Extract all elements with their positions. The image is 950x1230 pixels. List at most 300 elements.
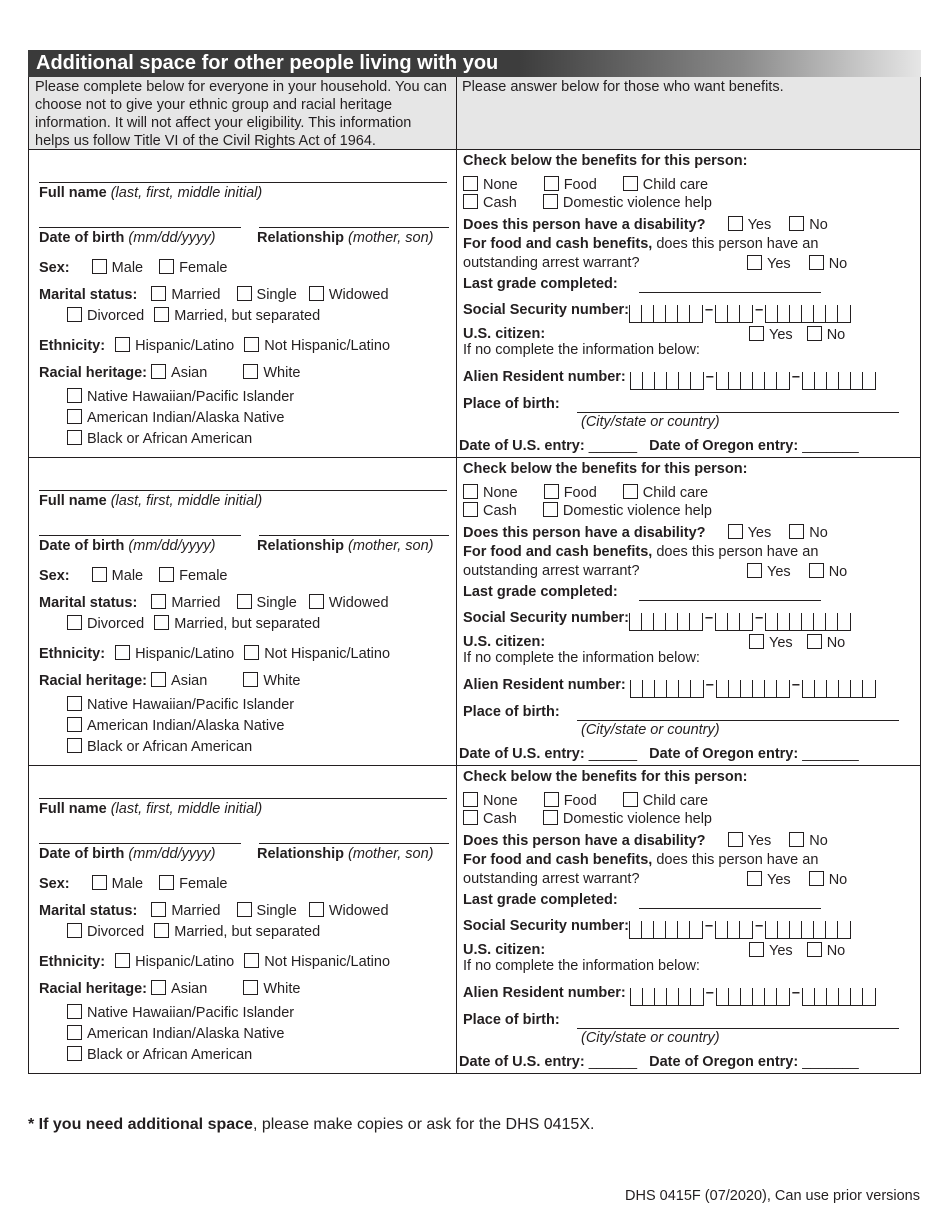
single-checkbox[interactable]	[237, 286, 252, 301]
alien-label: Alien Resident number:	[463, 985, 626, 1001]
child-care-label: Child care	[642, 485, 709, 501]
dv-help-label: Domestic violence help	[562, 195, 712, 211]
warrant-question	[463, 236, 818, 252]
warrant-yes-checkbox[interactable]	[747, 255, 762, 270]
footnote-text: , please make copies or ask for the DHS 0415X.	[252, 1116, 595, 1133]
white-checkbox[interactable]	[243, 980, 258, 995]
warrant-row	[463, 871, 640, 887]
alien-part-2[interactable]	[716, 372, 790, 390]
dob-text: Date of birth	[39, 230, 125, 246]
warrant-yes-label: Yes	[767, 256, 791, 272]
us-entry-label: Date of U.S. entry:	[459, 1054, 585, 1070]
hawaiian-label: Native Hawaiian/Pacific Islander	[87, 697, 295, 713]
not-hispanic-checkbox[interactable]	[244, 337, 259, 352]
ssn-part-1[interactable]	[629, 921, 703, 939]
city-hint: (City/state or country)	[581, 414, 720, 430]
warrant-no-checkbox[interactable]	[809, 871, 824, 886]
sex-row	[39, 875, 228, 892]
single-label: Single	[256, 287, 297, 303]
female-checkbox[interactable]	[159, 567, 174, 582]
white-label: White	[263, 673, 301, 689]
dob-label	[39, 538, 215, 554]
black-row	[67, 738, 252, 755]
full-name-label	[39, 493, 262, 509]
city-hint: (City/state or country)	[581, 722, 720, 738]
cash-checkbox[interactable]	[463, 502, 478, 517]
warrant-answers	[747, 871, 847, 888]
not-hispanic-label: Not Hispanic/Latino	[264, 954, 391, 970]
american-indian-checkbox[interactable]	[67, 1025, 82, 1040]
alien-row: Alien Resident number: – –	[463, 369, 876, 390]
citizen-no-checkbox[interactable]	[807, 326, 822, 341]
male-label: Male	[111, 568, 144, 584]
child-care-checkbox[interactable]	[623, 176, 638, 191]
disability-label: Does this person have a disability?	[463, 525, 706, 541]
asian-label: Asian	[171, 365, 208, 381]
ethnicity-row	[39, 645, 390, 662]
racial-row	[39, 672, 300, 689]
ssn-label: Social Security number:	[463, 302, 629, 318]
single-checkbox[interactable]	[237, 902, 252, 917]
racial-row	[39, 364, 300, 381]
alien-part-3[interactable]	[802, 988, 876, 1006]
footnote	[28, 1116, 594, 1134]
disability-row	[463, 832, 828, 849]
citizen-no-label: No	[826, 327, 846, 343]
household-form	[28, 50, 921, 1074]
american-indian-row	[67, 1025, 284, 1042]
ssn-part-2[interactable]	[715, 613, 753, 631]
widowed-checkbox[interactable]	[309, 594, 324, 609]
full-name-field[interactable]	[39, 798, 447, 799]
warrant-line2: outstanding arrest warrant?	[463, 255, 640, 271]
benefits-row-1	[463, 176, 708, 193]
cash-checkbox[interactable]	[463, 810, 478, 825]
disability-yes-label: Yes	[747, 833, 772, 849]
food-checkbox[interactable]	[544, 484, 559, 499]
married-checkbox[interactable]	[151, 286, 166, 301]
relationship-field[interactable]	[259, 535, 449, 536]
ethnicity-label: Ethnicity:	[39, 954, 106, 970]
male-checkbox[interactable]	[92, 259, 107, 274]
alien-label: Alien Resident number:	[463, 677, 626, 693]
asian-label: Asian	[171, 981, 208, 997]
black-label: Black or African American	[87, 431, 253, 447]
warrant-question	[463, 544, 818, 560]
alien-part-2[interactable]	[716, 988, 790, 1006]
hispanic-label: Hispanic/Latino	[135, 954, 235, 970]
marital-label: Marital status:	[39, 287, 138, 303]
form-number: DHS 0415F (07/2020), Can use prior versions	[625, 1188, 920, 1204]
disability-yes-checkbox[interactable]	[728, 524, 743, 539]
ssn-part-1[interactable]	[629, 305, 703, 323]
child-care-checkbox[interactable]	[623, 792, 638, 807]
racial-label: Racial heritage:	[39, 673, 147, 689]
person-info-column	[29, 766, 457, 1073]
single-label: Single	[256, 903, 297, 919]
citizen-no-label: No	[826, 943, 846, 959]
dob-label	[39, 846, 215, 862]
citizen-no-checkbox[interactable]	[807, 634, 822, 649]
racial-label: Racial heritage:	[39, 981, 147, 997]
dv-help-label: Domestic violence help	[562, 811, 712, 827]
food-label: Food	[563, 793, 597, 809]
person-section	[28, 150, 921, 458]
place-birth-field[interactable]	[577, 720, 899, 721]
citizen-yes-checkbox[interactable]	[749, 326, 764, 341]
dv-help-checkbox[interactable]	[543, 810, 558, 825]
not-hispanic-checkbox[interactable]	[244, 953, 259, 968]
us-entry-field[interactable]: ______	[588, 438, 638, 454]
relationship-text: Relationship	[257, 230, 345, 246]
us-entry-field[interactable]: ______	[588, 1054, 638, 1070]
sex-row	[39, 567, 228, 584]
american-indian-label: American Indian/Alaska Native	[87, 1026, 285, 1042]
if-no-note: If no complete the information below:	[463, 958, 700, 974]
disability-yes-label: Yes	[747, 525, 772, 541]
citizen-yes-label: Yes	[769, 943, 793, 959]
widowed-label: Widowed	[328, 287, 389, 303]
benefits-title: Check below the benefits for this person:	[463, 769, 748, 785]
benefits-row-2	[463, 502, 712, 519]
none-label: None	[483, 177, 518, 193]
single-checkbox[interactable]	[237, 594, 252, 609]
benefits-row-1	[463, 484, 708, 501]
citizen-no-label: No	[826, 635, 846, 651]
person-section	[28, 766, 921, 1074]
alien-part-1[interactable]	[630, 680, 704, 698]
divorced-checkbox[interactable]	[67, 307, 82, 322]
marital-row-2	[67, 923, 320, 940]
relationship-label	[257, 846, 433, 862]
divorced-checkbox[interactable]	[67, 923, 82, 938]
ethnicity-row	[39, 337, 390, 354]
hispanic-checkbox[interactable]	[115, 953, 130, 968]
black-row	[67, 1046, 252, 1063]
disability-no-label: No	[809, 833, 828, 849]
entry-dates-row	[459, 1054, 859, 1070]
us-entry-field[interactable]: ______	[588, 746, 638, 762]
relationship-hint: (mother, son)	[348, 846, 434, 862]
black-label: Black or African American	[87, 739, 253, 755]
citizen-answers	[749, 326, 845, 343]
widowed-checkbox[interactable]	[309, 286, 324, 301]
last-grade-label: Last grade completed:	[463, 584, 618, 600]
american-indian-row	[67, 409, 284, 426]
white-label: White	[263, 981, 301, 997]
racial-label: Racial heritage:	[39, 365, 147, 381]
intro-benefits-note: Please answer below for those who want benefits.	[462, 79, 784, 95]
ssn-row: Social Security number: – –	[463, 302, 851, 323]
married-label: Married	[171, 903, 221, 919]
hawaiian-label: Native Hawaiian/Pacific Islander	[87, 389, 295, 405]
alien-part-3[interactable]	[802, 372, 876, 390]
dob-field[interactable]	[39, 843, 241, 844]
citizen-yes-label: Yes	[769, 635, 793, 651]
citizen-yes-label: Yes	[769, 327, 793, 343]
benefits-row-2	[463, 194, 712, 211]
female-label: Female	[179, 876, 228, 892]
oregon-entry-label: Date of Oregon entry:	[649, 1054, 799, 1070]
hawaiian-row	[67, 1004, 294, 1021]
oregon-entry-label: Date of Oregon entry:	[649, 438, 799, 454]
warrant-answers	[747, 255, 847, 272]
asian-checkbox[interactable]	[151, 672, 166, 687]
citizen-answers	[749, 942, 845, 959]
married-checkbox[interactable]	[151, 594, 166, 609]
hawaiian-checkbox[interactable]	[67, 696, 82, 711]
racial-row	[39, 980, 300, 997]
place-birth-field[interactable]	[577, 412, 899, 413]
warrant-no-checkbox[interactable]	[809, 255, 824, 270]
alien-label: Alien Resident number:	[463, 369, 626, 385]
female-checkbox[interactable]	[159, 259, 174, 274]
alien-part-2[interactable]	[716, 680, 790, 698]
separated-checkbox[interactable]	[154, 615, 169, 630]
ssn-row: Social Security number: – –	[463, 610, 851, 631]
marital-row-2	[67, 307, 320, 324]
ethnicity-label: Ethnicity:	[39, 338, 106, 354]
male-checkbox[interactable]	[92, 567, 107, 582]
dob-hint: (mm/dd/yyyy)	[128, 230, 216, 246]
divorced-label: Divorced	[87, 924, 145, 940]
female-label: Female	[179, 568, 228, 584]
warrant-bold: For food and cash benefits,	[463, 544, 653, 560]
sex-label: Sex:	[39, 568, 70, 584]
cash-label: Cash	[483, 195, 517, 211]
none-checkbox[interactable]	[463, 484, 478, 499]
last-grade-field[interactable]	[639, 292, 821, 293]
white-checkbox[interactable]	[243, 672, 258, 687]
full-name-text: Full name	[39, 801, 107, 817]
dob-field[interactable]	[39, 535, 241, 536]
hawaiian-checkbox[interactable]	[67, 388, 82, 403]
female-checkbox[interactable]	[159, 875, 174, 890]
disability-yes-checkbox[interactable]	[728, 832, 743, 847]
none-checkbox[interactable]	[463, 176, 478, 191]
married-label: Married	[171, 595, 221, 611]
black-checkbox[interactable]	[67, 1046, 82, 1061]
black-label: Black or African American	[87, 1047, 253, 1063]
warrant-line2: outstanding arrest warrant?	[463, 563, 640, 579]
disability-yes-checkbox[interactable]	[728, 216, 743, 231]
warrant-no-checkbox[interactable]	[809, 563, 824, 578]
marital-row	[39, 286, 389, 303]
hispanic-checkbox[interactable]	[115, 645, 130, 660]
american-indian-label: American Indian/Alaska Native	[87, 410, 285, 426]
alien-part-1[interactable]	[630, 372, 704, 390]
widowed-label: Widowed	[328, 903, 389, 919]
oregon-entry-field[interactable]: _______	[802, 746, 859, 762]
male-checkbox[interactable]	[92, 875, 107, 890]
cash-checkbox[interactable]	[463, 194, 478, 209]
benefits-title: Check below the benefits for this person:	[463, 153, 748, 169]
ssn-part-1[interactable]	[629, 613, 703, 631]
hawaiian-checkbox[interactable]	[67, 1004, 82, 1019]
divorced-label: Divorced	[87, 616, 145, 632]
person-section	[28, 458, 921, 766]
citizen-yes-checkbox[interactable]	[749, 942, 764, 957]
full-name-field[interactable]	[39, 490, 447, 491]
warrant-question	[463, 852, 818, 868]
black-checkbox[interactable]	[67, 430, 82, 445]
separated-label: Married, but separated	[174, 924, 321, 940]
disability-no-label: No	[809, 217, 828, 233]
dob-field[interactable]	[39, 227, 241, 228]
ssn-part-3[interactable]	[765, 305, 851, 323]
relationship-hint: (mother, son)	[348, 230, 434, 246]
warrant-yes-label: Yes	[767, 564, 791, 580]
full-name-hint: (last, first, middle initial)	[110, 801, 263, 817]
full-name-text: Full name	[39, 493, 107, 509]
white-checkbox[interactable]	[243, 364, 258, 379]
dv-help-checkbox[interactable]	[543, 194, 558, 209]
disability-no-checkbox[interactable]	[789, 524, 804, 539]
citizen-answers	[749, 634, 845, 651]
widowed-checkbox[interactable]	[309, 902, 324, 917]
relationship-label	[257, 230, 433, 246]
alien-part-3[interactable]	[802, 680, 876, 698]
asian-label: Asian	[171, 673, 208, 689]
place-birth-label: Place of birth:	[463, 396, 560, 412]
disability-row	[463, 216, 828, 233]
citizen-no-checkbox[interactable]	[807, 942, 822, 957]
benefits-row-2	[463, 810, 712, 827]
benefits-column	[457, 766, 920, 1073]
us-entry-label: Date of U.S. entry:	[459, 746, 585, 762]
footnote-bold: * If you need additional space	[28, 1116, 253, 1133]
cash-label: Cash	[483, 503, 517, 519]
relationship-text: Relationship	[257, 538, 345, 554]
relationship-field[interactable]	[259, 227, 449, 228]
citizen-yes-checkbox[interactable]	[749, 634, 764, 649]
separated-checkbox[interactable]	[154, 307, 169, 322]
food-checkbox[interactable]	[544, 792, 559, 807]
benefits-column	[457, 150, 920, 457]
sex-row	[39, 259, 228, 276]
none-checkbox[interactable]	[463, 792, 478, 807]
hispanic-label: Hispanic/Latino	[135, 338, 235, 354]
ssn-part-3[interactable]	[765, 921, 851, 939]
relationship-field[interactable]	[259, 843, 449, 844]
not-hispanic-label: Not Hispanic/Latino	[264, 646, 391, 662]
none-label: None	[483, 485, 518, 501]
ssn-part-2[interactable]	[715, 921, 753, 939]
full-name-hint: (last, first, middle initial)	[110, 493, 263, 509]
last-grade-label: Last grade completed:	[463, 892, 618, 908]
oregon-entry-field[interactable]: _______	[802, 438, 859, 454]
person-info-column	[29, 458, 457, 765]
black-checkbox[interactable]	[67, 738, 82, 753]
asian-checkbox[interactable]	[151, 364, 166, 379]
child-care-label: Child care	[642, 793, 709, 809]
full-name-field[interactable]	[39, 182, 447, 183]
separated-checkbox[interactable]	[154, 923, 169, 938]
person-info-column	[29, 150, 457, 457]
relationship-text: Relationship	[257, 846, 345, 862]
not-hispanic-checkbox[interactable]	[244, 645, 259, 660]
oregon-entry-label: Date of Oregon entry:	[649, 746, 799, 762]
asian-checkbox[interactable]	[151, 980, 166, 995]
single-label: Single	[256, 595, 297, 611]
male-label: Male	[111, 876, 144, 892]
full-name-label	[39, 801, 262, 817]
american-indian-checkbox[interactable]	[67, 409, 82, 424]
warrant-row	[463, 255, 640, 271]
oregon-entry-field[interactable]: _______	[802, 1054, 859, 1070]
dob-text: Date of birth	[39, 538, 125, 554]
disability-no-checkbox[interactable]	[789, 832, 804, 847]
dob-label	[39, 230, 215, 246]
benefits-title: Check below the benefits for this person:	[463, 461, 748, 477]
hispanic-checkbox[interactable]	[115, 337, 130, 352]
sex-label: Sex:	[39, 260, 70, 276]
hawaiian-label: Native Hawaiian/Pacific Islander	[87, 1005, 295, 1021]
relationship-hint: (mother, son)	[348, 538, 434, 554]
ssn-label: Social Security number:	[463, 918, 629, 934]
disability-yes-label: Yes	[747, 217, 772, 233]
disability-row	[463, 524, 828, 541]
divorced-checkbox[interactable]	[67, 615, 82, 630]
married-checkbox[interactable]	[151, 902, 166, 917]
hawaiian-row	[67, 696, 294, 713]
place-birth-label: Place of birth:	[463, 704, 560, 720]
warrant-rest: does this person have an	[656, 544, 819, 560]
hispanic-label: Hispanic/Latino	[135, 646, 235, 662]
warrant-row	[463, 563, 640, 579]
warrant-yes-label: Yes	[767, 872, 791, 888]
alien-row: Alien Resident number: – –	[463, 677, 876, 698]
ssn-part-2[interactable]	[715, 305, 753, 323]
full-name-label	[39, 185, 262, 201]
person-sections	[28, 150, 921, 1074]
benefits-column	[457, 458, 920, 765]
dob-hint: (mm/dd/yyyy)	[128, 846, 216, 862]
child-care-checkbox[interactable]	[623, 484, 638, 499]
sex-label: Sex:	[39, 876, 70, 892]
warrant-yes-checkbox[interactable]	[747, 563, 762, 578]
male-label: Male	[111, 260, 144, 276]
disability-no-checkbox[interactable]	[789, 216, 804, 231]
dob-text: Date of birth	[39, 846, 125, 862]
benefits-row-1	[463, 792, 708, 809]
food-checkbox[interactable]	[544, 176, 559, 191]
last-grade-field[interactable]	[639, 600, 821, 601]
warrant-answers	[747, 563, 847, 580]
ethnicity-label: Ethnicity:	[39, 646, 106, 662]
ssn-part-3[interactable]	[765, 613, 851, 631]
american-indian-checkbox[interactable]	[67, 717, 82, 732]
alien-part-1[interactable]	[630, 988, 704, 1006]
marital-row	[39, 902, 389, 919]
widowed-label: Widowed	[328, 595, 389, 611]
dob-hint: (mm/dd/yyyy)	[128, 538, 216, 554]
entry-dates-row	[459, 438, 859, 454]
separated-label: Married, but separated	[174, 616, 321, 632]
disability-label: Does this person have a disability?	[463, 217, 706, 233]
american-indian-row	[67, 717, 284, 734]
dv-help-checkbox[interactable]	[543, 502, 558, 517]
cash-label: Cash	[483, 811, 517, 827]
warrant-yes-checkbox[interactable]	[747, 871, 762, 886]
last-grade-field[interactable]	[639, 908, 821, 909]
dv-help-label: Domestic violence help	[562, 503, 712, 519]
separated-label: Married, but separated	[174, 308, 321, 324]
place-birth-field[interactable]	[577, 1028, 899, 1029]
citizen-label: U.S. citizen:	[463, 634, 546, 650]
black-row	[67, 430, 252, 447]
food-label: Food	[563, 177, 597, 193]
